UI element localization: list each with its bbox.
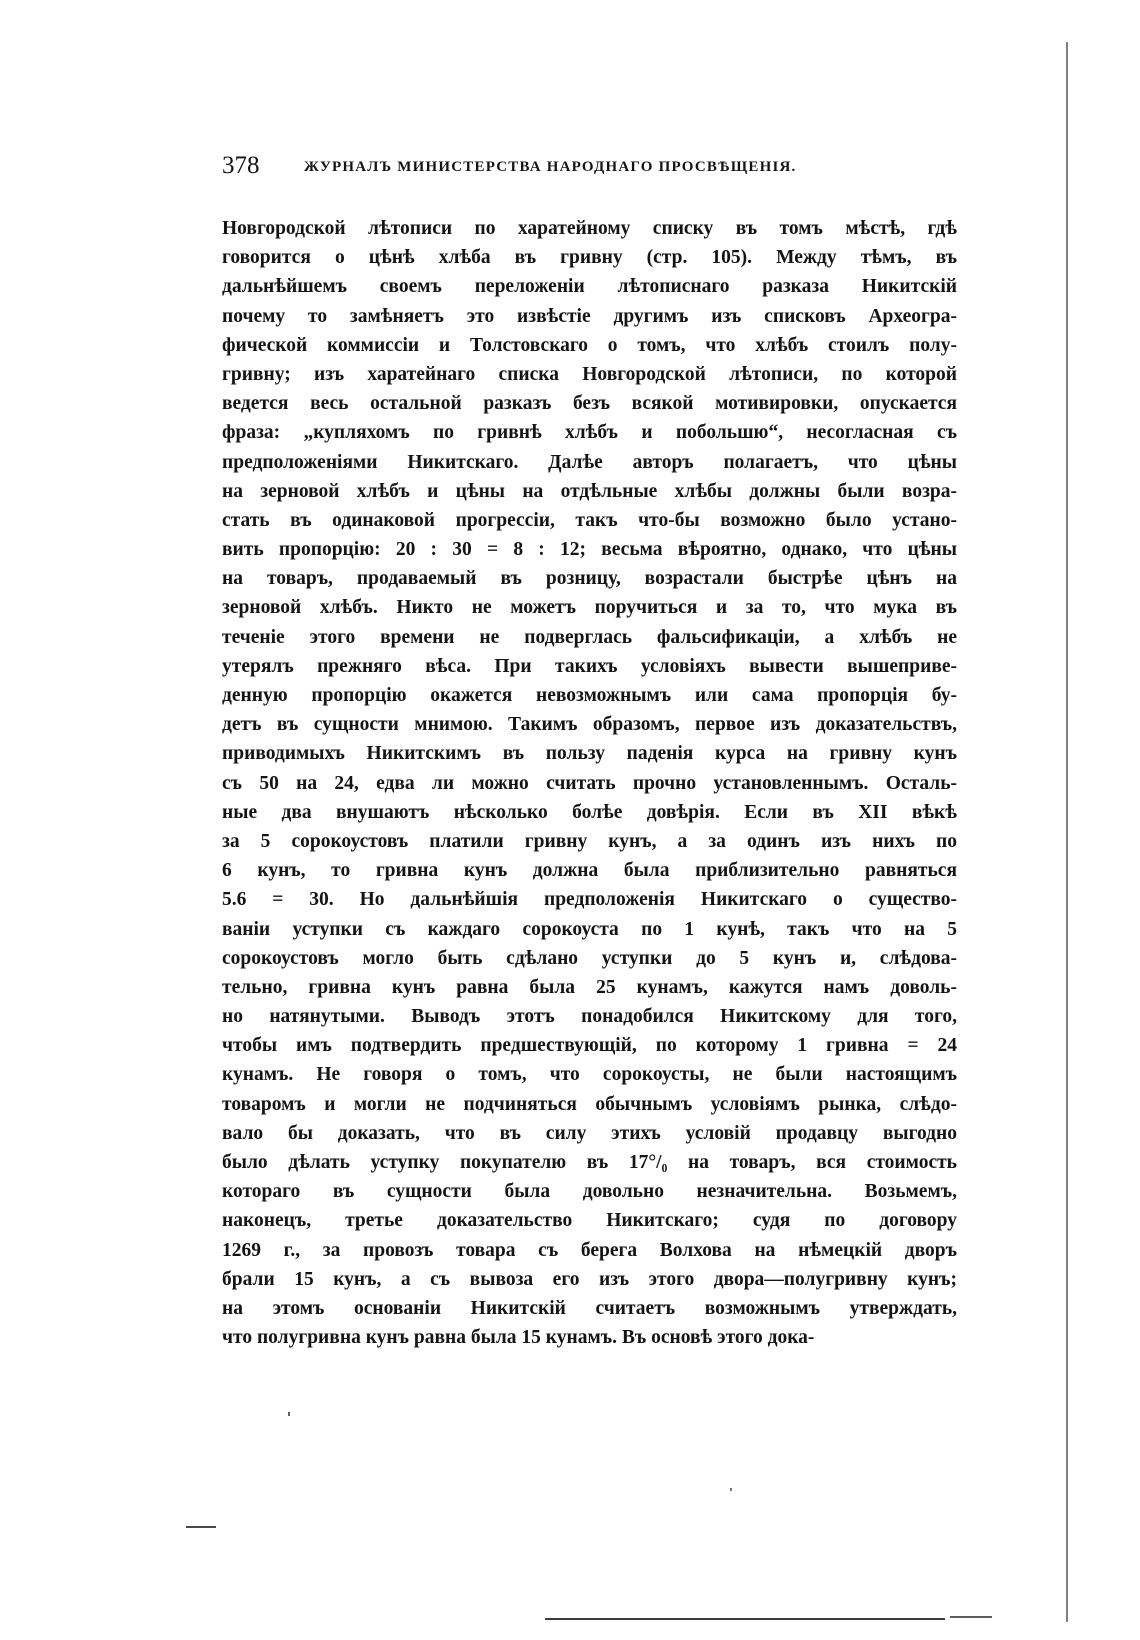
text-line: дальнѣйшемъ своемъ переложеніи лѣтописнаго разказа Никитскій	[222, 276, 957, 298]
text-line: гривну; изъ харатейнаго списка Новгородской лѣтописи, по которой	[222, 363, 957, 385]
text-line: сорокоустовъ могло быть сдѣлано уступки до 5 кунъ и, слѣдова-	[222, 947, 957, 969]
text-line: кунамъ. Не говоря о томъ, что сорокоусты, не были настоящимъ	[222, 1064, 957, 1086]
text-line: ваніи уступки съ каждаго сорокоуста по 1 кунѣ, такъ что на 5	[222, 918, 957, 940]
text-line: 6 кунъ, то гривна кунъ должна была приблизительно равняться	[222, 860, 957, 882]
text-line: ведется весь остальной разказъ безъ всякой мотивировки, опускается	[222, 393, 957, 415]
text-line: тельно, гривна кунъ равна была 25 кунамъ, кажутся намъ доволь-	[222, 976, 957, 998]
text-line: предположеніями Никитскаго. Далѣе авторъ полагаетъ, что цѣны	[222, 451, 957, 473]
text-line: на товаръ, продаваемый въ розницу, возрастали быстрѣе цѣнъ на	[222, 568, 957, 590]
text-line: утерялъ прежняго вѣса. При такихъ условіяхъ вывести вышеприве-	[222, 655, 957, 677]
text-line: 5.6 = 30. Но дальнѣйшія предположенія Никитскаго о существо-	[222, 889, 957, 911]
text-line: фраза: „купляхомъ по гривнѣ хлѣбъ и побольшю“, несогласная съ	[222, 422, 957, 444]
text-line: детъ въ сущности мнимою. Такимъ образомъ, первое изъ доказательствъ,	[222, 714, 957, 736]
page-header	[222, 152, 962, 188]
scan-mark	[186, 1526, 216, 1528]
scan-speck	[288, 1412, 290, 1416]
text-line: котораго въ сущности была довольно незначительна. Возьмемъ,	[222, 1181, 957, 1203]
text-line: приводимыхъ Никитскимъ въ пользу паденія курса на гривну кунъ	[222, 743, 957, 765]
scan-speck	[730, 1488, 732, 1491]
text-line: зерновой хлѣбъ. Никто не можетъ поручиться и за то, что мука въ	[222, 597, 957, 619]
text-line: наконецъ, третье доказательство Никитскаго; судя по договору	[222, 1210, 957, 1232]
page-number: 378	[222, 152, 260, 179]
page-edge-line	[1066, 42, 1068, 1622]
text-line: товаромъ и могли не подчиняться обычнымъ условіямъ рынка, слѣдо-	[222, 1093, 957, 1115]
running-title: ЖУРНАЛЪ МИНИСТЕРСТВА НАРОДНАГО ПРОСВѢЩЕНІЯ.	[304, 159, 797, 175]
text-line: 1269 г., за провозъ товара съ берега Волхова на нѣмецкій дворъ	[222, 1239, 957, 1261]
text-line: брали 15 кунъ, а съ вывоза его изъ этого двора—полугривну кунъ;	[222, 1268, 957, 1290]
text-line: на этомъ основаніи Никитскій считаетъ возможнымъ утверждать,	[222, 1297, 957, 1319]
body-text	[222, 214, 957, 1352]
text-line: но натянутыми. Выводъ этотъ понадобился Никитскому для того,	[222, 1006, 957, 1028]
text-line: чтобы имъ подтвердить предшествующій, по которому 1 гривна = 24	[222, 1035, 957, 1057]
scan-mark	[950, 1616, 992, 1618]
text-line: на зерновой хлѣбъ и цѣны на отдѣльные хлѣбы должны были возра-	[222, 480, 957, 502]
text-line: ные два внушаютъ нѣсколько болѣе довѣрія. Если въ XII вѣкѣ	[222, 801, 957, 823]
text-line: Новгородской лѣтописи по харатейному списку въ томъ мѣстѣ, гдѣ	[222, 218, 957, 239]
text-line: за 5 сорокоустовъ платили гривну кунъ, а за одинъ изъ нихъ по	[222, 830, 957, 852]
text-line: было дѣлать уступку покупателю въ 17°/₀ на товаръ, вся стоимость	[222, 1152, 957, 1173]
text-line: фической коммиссіи и Толстовскаго о томъ, что хлѣбъ стоилъ полу-	[222, 334, 957, 356]
text-line: стать въ одинаковой прогрессіи, такъ что-бы возможно было устано-	[222, 509, 957, 531]
text-line: вало бы доказать, что въ силу этихъ условій продавцу выгодно	[222, 1122, 957, 1144]
text-line: вить пропорцію: 20 : 30 = 8 : 12; весьма вѣроятно, однако, что цѣны	[222, 539, 957, 561]
text-line: что полугривна кунъ равна была 15 кунамъ. Въ основѣ этого дока-	[222, 1327, 815, 1349]
text-line: почему то замѣняетъ это извѣстіе другимъ изъ списковъ Археогра-	[222, 305, 957, 327]
text-line: говорится о цѣнѣ хлѣба въ гривну (стр. 105). Между тѣмъ, въ	[222, 247, 957, 269]
text-line: теченіе этого времени не подверглась фальсификаціи, а хлѣбъ не	[222, 626, 957, 648]
scan-mark	[545, 1618, 945, 1620]
text-line: съ 50 на 24, едва ли можно считать прочно установленнымъ. Осталь-	[222, 772, 957, 794]
text-line: денную пропорцію окажется невозможнымъ или сама пропорція бу-	[222, 685, 957, 706]
